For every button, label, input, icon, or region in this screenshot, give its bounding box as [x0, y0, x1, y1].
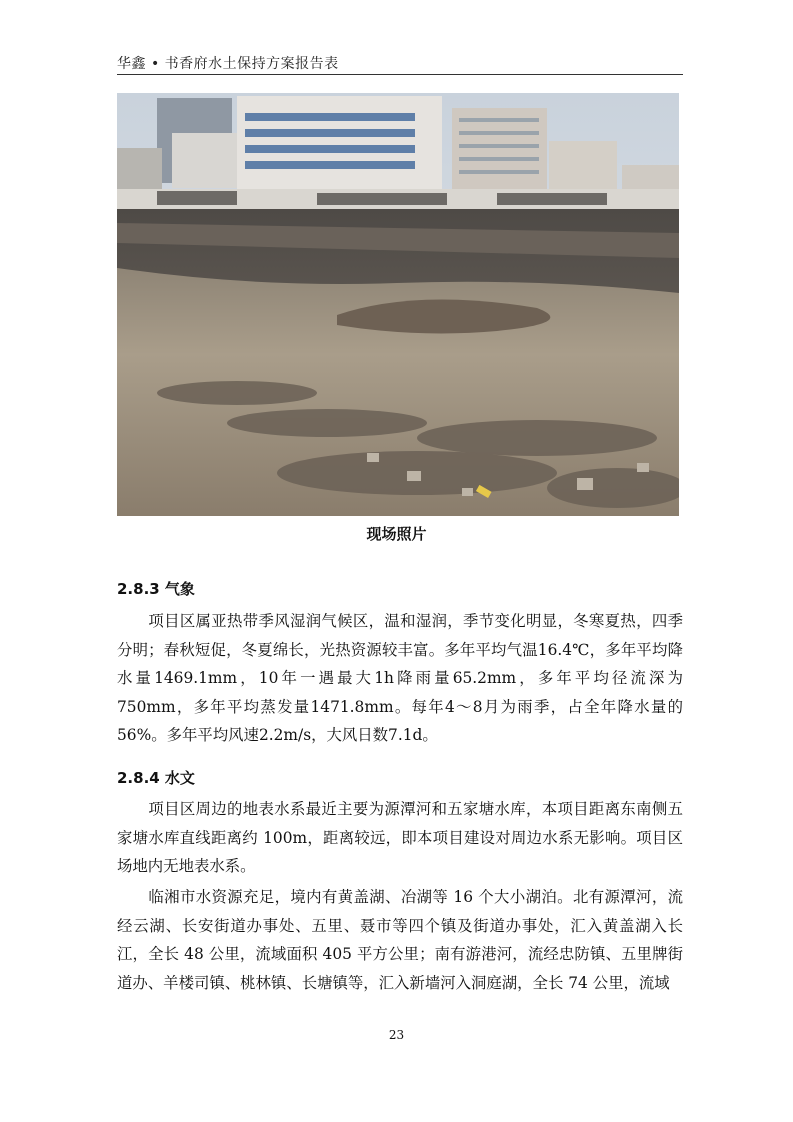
running-header — [117, 50, 683, 75]
section-heading-hydrology: 2.8.4 水文 — [117, 769, 195, 787]
site-photo — [117, 93, 679, 516]
paragraph-hydrology-2: 临湘市水资源充足，境内有黄盖湖、冶湖等 16 个大小湖泊。北有源潭河，流经云湖、长安街道办事处、五里、聂市等四个镇及街道办事处，汇入黄盖湖入长江，全长 48 公里，流域面积 405 平方公里；南有游港河，流经忠防镇、五里牌街道办、羊楼司镇、桃林镇、长塘镇等，汇入新墙河入洞庭湖，全长 74 公里，流域 — [117, 888, 683, 992]
paragraph-hydrology-1: 项目区周边的地表水系最近主要为源潭河和五家塘水库，本项目距离东南侧五家塘水库直线距离约 100m，距离较远，即本项目建设对周边水系无影响。项目区场地内无地表水系。 — [117, 800, 683, 875]
paragraph-climate: 项目区属亚热带季风湿润气候区，温和湿润，季节变化明显，冬寒夏热，四季分明；春秋短促，冬夏绵长，光热资源较丰富。多年平均气温16.4℃，多年平均降水量1469.1mm，10年一遇最大1h降雨量65.2mm，多年平均径流深为750mm，多年平均蒸发量1471.8mm。每年4～8月为雨季，占全年降水量的56%。多年平均风速2.2m/s，大风日数7.1d。 — [117, 612, 683, 744]
header-title: 华鑫 • 书香府水土保持方案报告表 — [117, 56, 339, 72]
section-heading-climate: 2.8.3 气象 — [117, 580, 195, 598]
page-number: 23 — [388, 1028, 405, 1042]
photo-caption: 现场照片 — [366, 525, 427, 543]
